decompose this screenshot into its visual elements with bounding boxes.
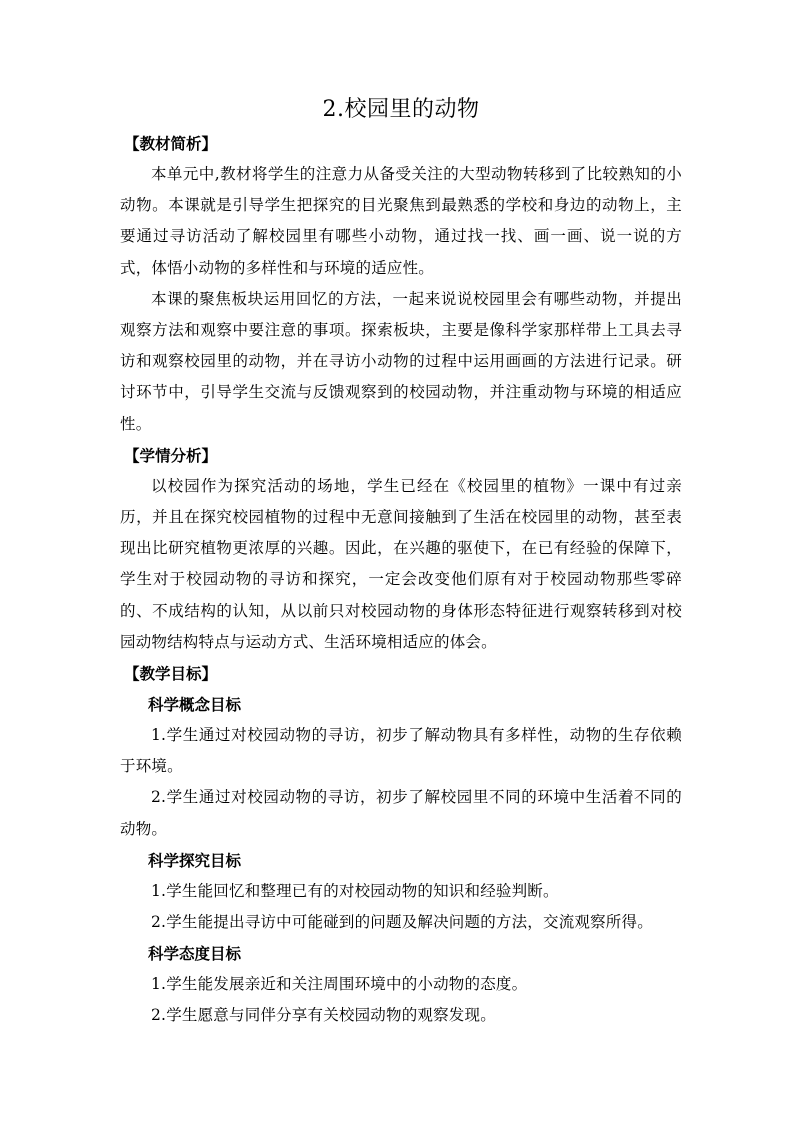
- document-page: [120, 92, 682, 1032]
- section-teaching-goals: [120, 658, 682, 1032]
- goal-item: 1.学生能发展亲近和关注周围环境中的小动物的态度。: [151, 975, 528, 994]
- sub-heading-concept: 科学概念目标: [148, 695, 242, 715]
- section-textbook-analysis: [120, 128, 682, 440]
- section-heading-textbook: 【教材简析】: [124, 134, 218, 153]
- sub-heading-attitude: 科学态度目标: [148, 944, 242, 964]
- goal-item: 2.学生通过对校园动物的寻访，初步了解校园里不同的环境中生活着不同的动物。: [120, 788, 682, 838]
- paragraph: 本单元中,教材将学生的注意力从备受关注的大型动物转移到了比较熟知的小动物。本课就是引导学生把探究的目光聚焦到最熟悉的学校和身边的动物上，主要通过寻访活动了解校园里有哪些小动物，通过找一找、画一画、说一说的方式，体悟小动物的多样性和与环境的适应性。: [120, 165, 682, 277]
- section-heading-goals: 【教学目标】: [124, 664, 218, 684]
- sub-heading-inquiry: 科学探究目标: [148, 850, 242, 870]
- goal-item: 1.学生能回忆和整理已有的对校园动物的知识和经验判断。: [151, 881, 559, 900]
- section-student-analysis: [120, 440, 682, 658]
- section-heading-students: 【学情分析】: [124, 445, 218, 465]
- paragraph: 本课的聚焦板块运用回忆的方法，一起来说说校园里会有哪些动物，并提出观察方法和观察中要注意的事项。探索板块，主要是像科学家那样带上工具去寻访和观察校园里的动物，并在寻访小动物的过程中运用画画的方法进行记录。研讨环节中，引导学生交流与反馈观察到的校园动物，并注重动物与环境的相适应性。: [120, 289, 682, 433]
- paragraph: 以校园作为探究活动的场地，学生已经在《校园里的植物》一课中有过亲历，并且在探究校园植物的过程中无意间接触到了生活在校园里的动物，甚至表现出比研究植物更浓厚的兴趣。因此，在兴趣的驱使下，在已有经验的保障下，学生对于校园动物的寻访和探究，一定会改变他们原有对于校园动物那些零碎的、不成结构的认知，从以前只对校园动物的身体形态特征进行观察转移到对校园动物结构特点与运动方式、生活环境相适应的体会。: [120, 476, 682, 651]
- goal-item: 2.学生能提出寻访中可能碰到的问题及解决问题的方法，交流观察所得。: [151, 913, 653, 932]
- document-title: 2.校园里的动物: [322, 97, 480, 122]
- goal-item: 2.学生愿意与同伴分享有关校园动物的观察发现。: [151, 1006, 496, 1025]
- goal-item: 1.学生通过对校园动物的寻访，初步了解动物具有多样性，动物的生存依赖于环境。: [120, 726, 682, 776]
